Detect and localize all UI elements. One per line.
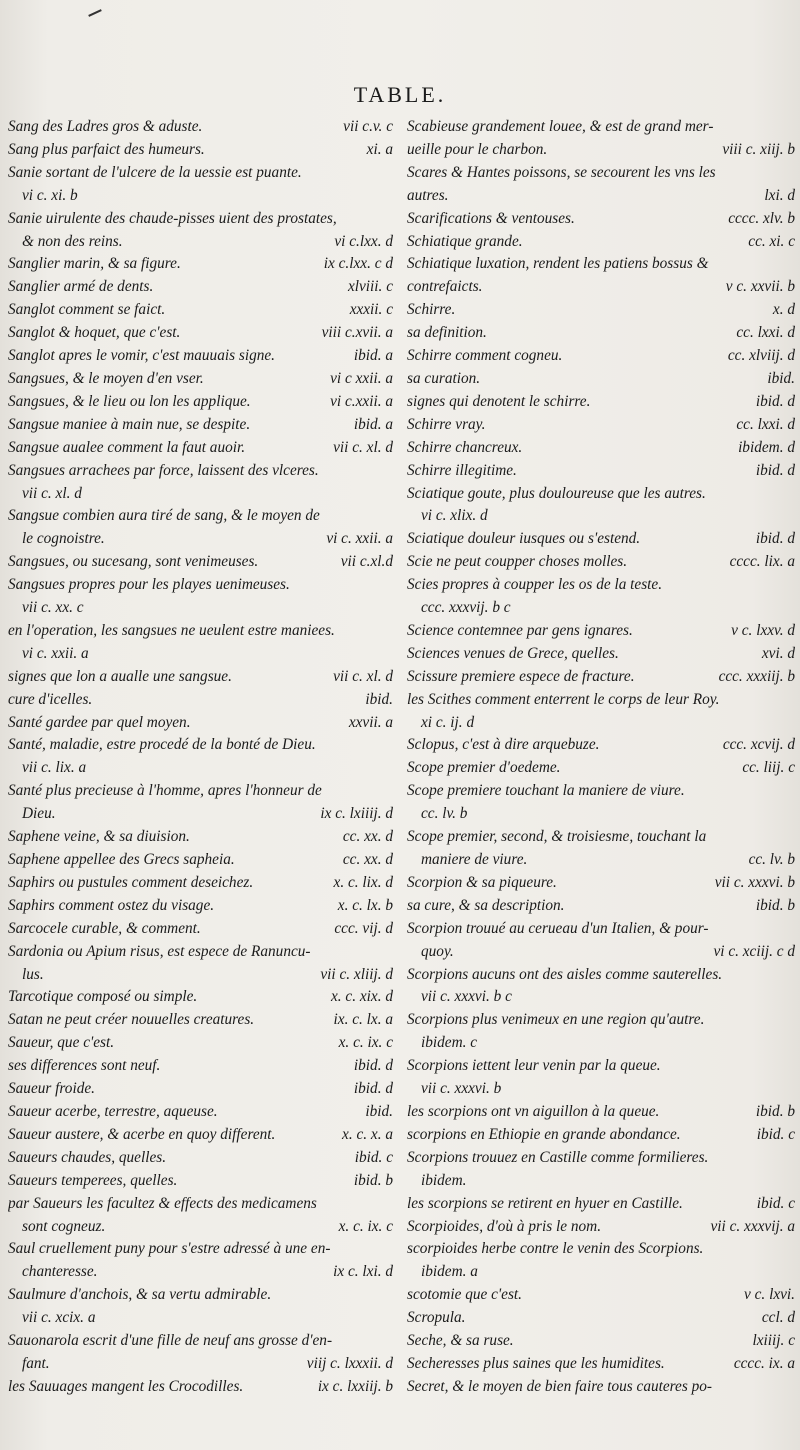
- entry-text: les Scithes comment enterrent le corps de leur Roy.: [407, 690, 720, 708]
- index-entry: [8, 139, 393, 162]
- entry-text: les scorpions se retirent en hyuer en Castille.: [407, 1194, 683, 1212]
- entry-text: signes qui denotent le schirre.: [407, 392, 591, 410]
- entry-text: Sang des Ladres gros & aduste.: [8, 118, 203, 135]
- entry-text: fant.: [22, 1354, 50, 1372]
- index-entry: [8, 1032, 393, 1055]
- index-entry: [8, 1216, 393, 1239]
- entry-text: scorpioides herbe contre le venin des Scorpions.: [407, 1240, 704, 1258]
- entry-reference: ibid. b: [755, 1102, 795, 1120]
- index-entry: [407, 1009, 795, 1032]
- entry-text: Saphirs ou pustules comment deseichez.: [8, 873, 254, 891]
- index-entry: [407, 208, 795, 231]
- index-entry: [8, 116, 393, 139]
- entry-reference: ibid.: [767, 369, 795, 387]
- index-entry: [407, 460, 795, 483]
- entry-text: Satan ne peut créer nouuelles creatures.: [8, 1011, 255, 1029]
- entry-text: Science contemnee par gens ignares.: [407, 621, 633, 639]
- entry-text: cure d'icelles.: [8, 690, 93, 708]
- index-entry: [407, 941, 795, 964]
- index-entry: [8, 826, 393, 849]
- left-index-column: [8, 116, 393, 1399]
- index-entry: [8, 1147, 393, 1170]
- index-entry: [407, 918, 795, 941]
- entry-reference: xi. a: [366, 140, 393, 158]
- entry-reference: x. c. x. a: [342, 1125, 393, 1143]
- entry-text: Schiatique grande.: [407, 232, 523, 250]
- index-entry: [8, 849, 393, 872]
- entry-text: Saphene appellee des Grecs sapheia.: [8, 851, 235, 868]
- entry-text: vii c. xl. d: [22, 484, 82, 502]
- index-entry: [8, 322, 393, 345]
- index-entry: [407, 964, 795, 987]
- index-entry: [8, 986, 393, 1009]
- entry-text: ibidem. a: [421, 1263, 478, 1281]
- entry-reference: lxiiij. c: [752, 1332, 795, 1350]
- index-entry: [8, 1101, 393, 1124]
- index-entry: [407, 574, 795, 597]
- index-entry: [8, 757, 393, 780]
- entry-text: les scorpions ont vn aiguillon à la queue.: [407, 1102, 660, 1120]
- entry-reference: cccc. xlv. b: [728, 209, 795, 227]
- entry-reference: ibid. c: [756, 1125, 795, 1143]
- entry-reference: cc. xi. c: [748, 232, 795, 250]
- index-entry: [8, 1124, 393, 1147]
- index-entry: [407, 712, 795, 735]
- index-entry: [8, 437, 393, 460]
- entry-text: Saueur austere, & acerbe en quoy different.: [8, 1125, 276, 1143]
- index-entry: [8, 689, 393, 712]
- entry-text: sont cogneuz.: [22, 1217, 106, 1235]
- entry-reference: cccc. lix. a: [729, 553, 795, 571]
- entry-reference: v c. lxvi.: [744, 1286, 795, 1304]
- entry-text: quoy.: [421, 942, 454, 960]
- index-entry: [407, 1261, 795, 1284]
- index-entry: [8, 666, 393, 689]
- entry-text: Scorpion trouué au cerueau d'un Italien, & pour-: [407, 919, 709, 937]
- entry-text: ibidem.: [421, 1171, 467, 1189]
- entry-text: Sangsue combien aura tiré de sang, & le moyen de: [8, 507, 320, 525]
- index-entry: [407, 391, 795, 414]
- index-entry: [407, 780, 795, 803]
- index-entry: [8, 1261, 393, 1284]
- entry-reference: ibid. b: [353, 1171, 393, 1189]
- entry-text: Sangsue aualee comment la faut auoir.: [8, 438, 246, 456]
- entry-text: Secret, & le moyen de bien faire tous cauteres po-: [407, 1377, 712, 1395]
- entry-text: les Sauuages mangent les Crocodilles.: [8, 1377, 244, 1395]
- index-entry: [407, 139, 795, 162]
- entry-text: Saueur froide.: [8, 1080, 95, 1098]
- entry-reference: ibid. d: [755, 530, 795, 548]
- index-entry: [8, 1170, 393, 1193]
- index-entry: [407, 757, 795, 780]
- entry-text: sa cure, & sa description.: [407, 896, 565, 914]
- entry-text: sa definition.: [407, 324, 487, 342]
- index-entry: [8, 460, 393, 483]
- index-entry: [407, 689, 795, 712]
- entry-text: sa curation.: [407, 369, 481, 387]
- index-entry: [8, 368, 393, 391]
- entry-text: Scorpions trouuez en Castille comme formilieres.: [407, 1148, 709, 1166]
- entry-reference: x. c. lx. b: [337, 896, 393, 914]
- entry-text: Sanglier armé de dents.: [8, 278, 154, 296]
- index-entry: [8, 1307, 393, 1330]
- entry-text: Sangsues, ou sucesang, sont venimeuses.: [8, 553, 259, 571]
- index-entry: [8, 391, 393, 414]
- index-entry: [8, 918, 393, 941]
- entry-text: maniere de viure.: [421, 851, 528, 868]
- entry-reference: ix c. lxiiij. d: [320, 805, 393, 823]
- entry-text: vii c. xcix. a: [22, 1309, 96, 1327]
- index-entry: [8, 780, 393, 803]
- entry-text: contrefaicts.: [407, 278, 483, 296]
- entry-text: Scope premier d'oedeme.: [407, 759, 561, 777]
- index-entry: [407, 162, 795, 185]
- entry-text: scotomie que c'est.: [407, 1286, 522, 1304]
- entry-text: Secheresses plus saines que les humidites.: [407, 1354, 665, 1372]
- index-entry: [8, 185, 393, 208]
- entry-reference: cc. liij. c: [742, 759, 795, 777]
- ink-mark: [88, 9, 102, 17]
- entry-text: en l'operation, les sangsues ne ueulent estre maniees.: [8, 621, 335, 639]
- entry-reference: vii c. xxxvij. a: [710, 1217, 795, 1235]
- index-entry: [407, 1376, 795, 1399]
- entry-text: autres.: [407, 186, 449, 204]
- entry-text: ueille pour le charbon.: [407, 140, 548, 158]
- entry-text: Scorpion & sa piqueure.: [407, 873, 557, 891]
- entry-text: Sang plus parfaict des humeurs.: [8, 140, 205, 158]
- index-entry: [8, 253, 393, 276]
- entry-text: vii c. xx. c: [22, 599, 84, 617]
- index-entry: [8, 1284, 393, 1307]
- entry-text: Sanglot & hoquet, que c'est.: [8, 324, 181, 342]
- entry-text: vii c. xxxvi. b: [421, 1080, 502, 1098]
- entry-reference: ix. c. lx. a: [333, 1011, 393, 1029]
- entry-reference: vii c.xl.d: [340, 553, 393, 571]
- index-entry: [8, 941, 393, 964]
- index-entry: [8, 1055, 393, 1078]
- index-entry: [8, 734, 393, 757]
- entry-text: ibidem. c: [421, 1034, 478, 1052]
- entry-reference: ix c. lxi. d: [333, 1263, 393, 1281]
- index-entry: [407, 1238, 795, 1261]
- entry-text: le cognoistre.: [22, 530, 105, 548]
- index-entry: [407, 986, 795, 1009]
- entry-reference: ccc. vij. d: [334, 919, 393, 937]
- entry-text: Schirre vray.: [407, 415, 486, 433]
- index-entry: [407, 1124, 795, 1147]
- entry-text: Saueurs chaudes, quelles.: [8, 1148, 167, 1166]
- entry-reference: ccc. xcvij. d: [722, 736, 795, 754]
- entry-text: chanteresse.: [22, 1263, 98, 1281]
- entry-reference: ibid. a: [353, 415, 393, 433]
- index-entry: [8, 574, 393, 597]
- entry-reference: x. c. ix. c: [338, 1034, 393, 1052]
- entry-text: Scies propres à coupper les os de la teste.: [407, 576, 663, 594]
- index-entry: [8, 551, 393, 574]
- entry-text: Saul cruellement puny pour s'estre adressé à une en-: [8, 1240, 331, 1258]
- entry-reference: x. d: [772, 301, 795, 319]
- entry-reference: ibid. c: [354, 1148, 393, 1166]
- entry-text: Sanglot apres le vomir, c'est mauuais signe.: [8, 347, 275, 365]
- entry-text: Scarifications & ventouses.: [407, 209, 575, 227]
- entry-text: vi c. xxii. a: [22, 644, 89, 662]
- index-entry: [407, 1055, 795, 1078]
- index-entry: [407, 345, 795, 368]
- entry-text: ccc. xxxvij. b c: [421, 599, 511, 617]
- entry-text: vi c. xi. b: [22, 186, 78, 204]
- entry-text: signes que lon a aualle une sangsue.: [8, 667, 232, 685]
- entry-reference: xlviii. c: [347, 278, 393, 296]
- entry-text: Sciences venues de Grece, quelles.: [407, 644, 619, 662]
- index-entry: [407, 895, 795, 918]
- entry-reference: vi c.lxx. d: [334, 232, 393, 250]
- index-entry: [8, 231, 393, 254]
- entry-reference: vii c.v. c: [343, 118, 393, 135]
- entry-text: vii c. xxxvi. b c: [421, 988, 512, 1006]
- entry-reference: cc. xx. d: [342, 828, 393, 846]
- index-entry: [407, 483, 795, 506]
- index-entry: [407, 1216, 795, 1239]
- entry-text: Sanie sortant de l'ulcere de la uessie est puante.: [8, 163, 302, 181]
- entry-reference: viii c.xvii. a: [321, 324, 393, 342]
- index-entry: [407, 734, 795, 757]
- entry-text: Schirre comment cogneu.: [407, 347, 563, 365]
- index-entry: [407, 368, 795, 391]
- entry-reference: viii c. xiij. b: [722, 140, 795, 158]
- index-entry: [407, 620, 795, 643]
- entry-reference: cc. xx. d: [342, 851, 393, 868]
- index-entry: [8, 414, 393, 437]
- page-header: TABLE.: [353, 82, 447, 107]
- entry-reference: ibid. a: [353, 347, 393, 365]
- entry-text: Santé gardee par quel moyen.: [8, 713, 191, 731]
- index-entry: [8, 1238, 393, 1261]
- index-entry: [8, 597, 393, 620]
- entry-text: Saueurs temperees, quelles.: [8, 1171, 178, 1189]
- index-entry: [407, 1307, 795, 1330]
- entry-text: Sciatique douleur iusques ou s'estend.: [407, 530, 641, 548]
- entry-reference: vii c. xl. d: [333, 667, 393, 685]
- index-entry: [8, 276, 393, 299]
- entry-text: Scorpions aucuns ont des aisles comme sauterelles.: [407, 965, 723, 983]
- index-entry: [407, 299, 795, 322]
- entry-text: Saphene veine, & sa diuision.: [8, 828, 190, 846]
- entry-reference: vi c xxii. a: [330, 369, 393, 387]
- index-entry: [407, 551, 795, 574]
- index-entry: [8, 299, 393, 322]
- entry-text: Seche, & sa ruse.: [407, 1332, 514, 1350]
- entry-text: & non des reins.: [22, 232, 123, 250]
- entry-text: xi c. ij. d: [421, 713, 475, 731]
- entry-text: Saueur acerbe, terrestre, aqueuse.: [8, 1102, 218, 1120]
- index-entry: [8, 1330, 393, 1353]
- entry-reference: ibid. c: [756, 1194, 795, 1212]
- entry-reference: x. c. xix. d: [330, 988, 393, 1006]
- entry-text: vii c. lix. a: [22, 759, 87, 777]
- entry-reference: vi c. xciij. c d: [713, 942, 795, 960]
- right-index-column: [407, 116, 795, 1399]
- index-entry: [8, 620, 393, 643]
- index-entry: [407, 872, 795, 895]
- entry-text: Scie ne peut coupper choses molles.: [407, 553, 628, 571]
- entry-reference: cc. xlviij. d: [727, 347, 795, 365]
- entry-reference: xxxii. c: [349, 301, 393, 319]
- index-entry: [8, 1353, 393, 1376]
- entry-reference: ccc. xxxiij. b: [718, 667, 795, 685]
- entry-reference: ibid. d: [755, 392, 795, 410]
- index-entry: [8, 872, 393, 895]
- index-entry: [407, 1147, 795, 1170]
- entry-reference: ibid. d: [353, 1057, 393, 1075]
- entry-reference: ix c. lxxiij. b: [317, 1377, 393, 1395]
- entry-reference: v c. xxvii. b: [725, 278, 795, 296]
- index-entry: [407, 437, 795, 460]
- index-entry: [407, 849, 795, 872]
- entry-text: Saphirs comment ostez du visage.: [8, 896, 215, 914]
- entry-reference: cc. lxxi. d: [736, 415, 795, 433]
- entry-reference: v c. lxxv. d: [731, 621, 795, 639]
- index-entry: [407, 1078, 795, 1101]
- index-entry: [407, 1193, 795, 1216]
- index-entry: [8, 345, 393, 368]
- entry-text: Scope premier, second, & troisiesme, touchant la: [407, 828, 707, 846]
- entry-text: Scope premiere touchant la maniere de viure.: [407, 782, 685, 800]
- index-entry: [407, 1032, 795, 1055]
- entry-text: Scorpions iettent leur venin par la queue.: [407, 1057, 661, 1075]
- entry-reference: ibid.: [365, 1102, 393, 1120]
- index-entry: [407, 826, 795, 849]
- entry-text: Scabieuse grandement louee, & est de grand mer-: [407, 118, 714, 135]
- entry-text: vi c. xlix. d: [421, 507, 488, 525]
- entry-text: Sangsue maniee à main nue, se despite.: [8, 415, 251, 433]
- index-entry: [8, 895, 393, 918]
- entry-text: Sciatique goute, plus douloureuse que les autres.: [407, 484, 706, 502]
- index-entry: [407, 322, 795, 345]
- index-entry: [407, 253, 795, 276]
- entry-text: scorpions en Ethiopie en grande abondance.: [407, 1125, 681, 1143]
- entry-reference: cccc. ix. a: [733, 1354, 795, 1372]
- index-entry: [8, 1376, 393, 1399]
- entry-reference: viij c. lxxxii. d: [306, 1354, 393, 1372]
- entry-reference: ibid. b: [755, 896, 795, 914]
- entry-text: Scissure premiere espece de fracture.: [407, 667, 635, 685]
- entry-reference: ibid. d: [353, 1080, 393, 1098]
- index-entry: [8, 1009, 393, 1032]
- entry-text: par Saueurs les facultez & effects des medicamens: [8, 1194, 317, 1212]
- index-entry: [407, 643, 795, 666]
- index-entry: [407, 1284, 795, 1307]
- index-entry: [407, 231, 795, 254]
- entry-text: Sangsues, & le moyen d'en vser.: [8, 369, 204, 387]
- entry-text: Schirre.: [407, 301, 456, 319]
- entry-reference: ibid.: [365, 690, 393, 708]
- index-entry: [407, 1353, 795, 1376]
- entry-reference: cc. lv. b: [748, 851, 795, 868]
- entry-reference: vii c. xxxvi. b: [714, 873, 795, 891]
- entry-reference: vii c. xliij. d: [320, 965, 393, 983]
- index-entry: [8, 1193, 393, 1216]
- index-entry: [407, 528, 795, 551]
- entry-reference: vi c.xxii. a: [330, 392, 393, 410]
- entry-text: Schirre chancreux.: [407, 438, 523, 456]
- entry-text: Sarcocele curable, & comment.: [8, 919, 201, 937]
- index-entry: [407, 414, 795, 437]
- entry-text: Sanglot comment se faict.: [8, 301, 166, 319]
- entry-reference: vii c. xl. d: [333, 438, 393, 456]
- entry-text: Saueur, que c'est.: [8, 1034, 115, 1052]
- index-entry: [407, 276, 795, 299]
- index-entry: [407, 1330, 795, 1353]
- entry-text: Scares & Hantes poissons, se secourent les vns les: [407, 163, 716, 181]
- entry-reference: xxvii. a: [348, 713, 393, 731]
- entry-text: Sangsues propres pour les playes uenimeuses.: [8, 576, 290, 594]
- entry-text: Sclopus, c'est à dire arquebuze.: [407, 736, 600, 754]
- index-entry: [8, 528, 393, 551]
- entry-reference: xvi. d: [761, 644, 795, 662]
- index-entry: [8, 483, 393, 506]
- entry-text: Sanie uirulente des chaude-pisses uient des prostates,: [8, 209, 337, 227]
- entry-text: Saulmure d'anchois, & sa vertu admirable.: [8, 1286, 272, 1304]
- entry-text: ses differences sont neuf.: [8, 1057, 161, 1075]
- index-entry: [8, 505, 393, 528]
- entry-reference: vi c. xxii. a: [326, 530, 393, 548]
- entry-text: Scropula.: [407, 1309, 466, 1327]
- index-entry: [407, 505, 795, 528]
- entry-text: lus.: [22, 965, 44, 983]
- entry-text: Tarcotique composé ou simple.: [8, 988, 198, 1006]
- entry-text: Sanglier marin, & sa figure.: [8, 255, 181, 273]
- entry-reference: ibidem. d: [738, 438, 795, 456]
- entry-reference: ix c.lxx. c d: [323, 255, 393, 273]
- entry-reference: ccl. d: [761, 1309, 795, 1327]
- index-entry: [8, 712, 393, 735]
- index-entry: [8, 162, 393, 185]
- entry-text: cc. lv. b: [421, 805, 468, 823]
- index-entry: [8, 208, 393, 231]
- entry-text: Sangsues arrachees par force, laissent des vlceres.: [8, 461, 319, 479]
- index-entry: [8, 964, 393, 987]
- index-entry: [407, 185, 795, 208]
- entry-reference: cc. lxxi. d: [736, 324, 795, 342]
- index-entry: [407, 597, 795, 620]
- index-entry: [407, 1170, 795, 1193]
- index-entry: [407, 1101, 795, 1124]
- entry-text: Santé plus precieuse à l'homme, apres l'honneur de: [8, 782, 322, 800]
- entry-text: Schiatique luxation, rendent les patiens bossus &: [407, 255, 709, 273]
- entry-text: Scorpions plus venimeux en une region qu'autre.: [407, 1011, 705, 1029]
- entry-text: Sardonia ou Apium risus, est espece de Ranuncu-: [8, 942, 311, 960]
- index-entry: [407, 803, 795, 826]
- entry-text: Sauonarola escrit d'une fille de neuf ans grosse d'en-: [8, 1332, 333, 1350]
- entry-reference: x. c. lix. d: [333, 873, 393, 891]
- index-entry: [8, 1078, 393, 1101]
- index-entry: [407, 116, 795, 139]
- index-entry: [407, 666, 795, 689]
- index-entry: [8, 643, 393, 666]
- entry-text: Dieu.: [22, 805, 56, 823]
- entry-text: Schirre illegitime.: [407, 461, 517, 479]
- entry-reference: ibid. d: [755, 461, 795, 479]
- entry-text: Scorpioides, d'où à pris le nom.: [407, 1217, 602, 1235]
- entry-reference: x. c. ix. c: [338, 1217, 393, 1235]
- entry-text: Sangsues, & le lieu ou lon les applique.: [8, 392, 251, 410]
- entry-text: Santé, maladie, estre procedé de la bonté de Dieu.: [8, 736, 316, 754]
- entry-reference: lxi. d: [764, 186, 795, 204]
- index-entry: [8, 803, 393, 826]
